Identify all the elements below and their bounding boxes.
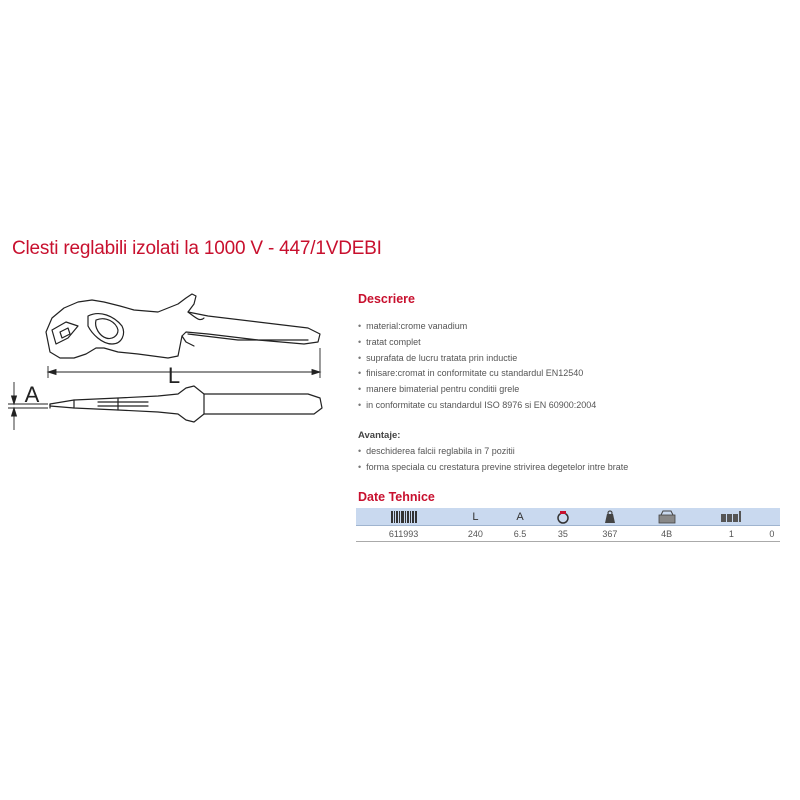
cell-jaw-opening: 35 <box>540 526 585 542</box>
advantage-item: • forma speciala cu crestatura previne strivirea degetelor intre brate <box>358 460 628 476</box>
column-height-label: A <box>516 510 524 523</box>
description-item: • manere bimaterial pentru conditii grele <box>358 382 596 398</box>
cell-height: 6.5 <box>500 526 541 542</box>
column-length <box>451 508 500 526</box>
advantages-heading: Avantaje: <box>358 430 401 441</box>
description-list <box>358 319 596 414</box>
description-item: • material:crome vanadium <box>358 319 596 335</box>
cell-package: 4B <box>634 526 699 542</box>
technical-header-row <box>356 508 780 526</box>
advantages-list <box>358 444 628 476</box>
cell-weight: 367 <box>586 526 635 542</box>
cell-extra: 0 <box>764 526 780 542</box>
product-title: Clesti reglabili izolati la 1000 V - 447/1VDEBI <box>12 238 382 259</box>
description-item: • finisare:cromat in conformitate cu standardul EN12540 <box>358 366 596 382</box>
column-package <box>634 508 699 526</box>
technical-data-heading: Date Tehnice <box>358 490 435 504</box>
weight-icon <box>603 510 617 524</box>
advantage-item: • deschiderea falcii reglabila in 7 pozitii <box>358 444 628 460</box>
column-height <box>500 508 541 526</box>
quantity-icon <box>721 511 741 523</box>
column-extra <box>764 508 780 526</box>
description-item: • suprafata de lucru tratata prin inductie <box>358 351 596 367</box>
cell-quantity: 1 <box>699 526 764 542</box>
jaw-opening-icon <box>556 510 570 524</box>
column-weight <box>586 508 635 526</box>
dimension-height-label: A <box>24 382 40 407</box>
column-length-label: L <box>472 510 479 523</box>
technical-data-table <box>356 508 780 542</box>
column-barcode <box>356 508 451 526</box>
description-item: • tratat complet <box>358 335 596 351</box>
cell-length: 240 <box>451 526 500 542</box>
description-item: • in conformitate cu standardul ISO 8976 si EN 60900:2004 <box>358 398 596 414</box>
description-heading: Descriere <box>358 292 415 306</box>
cell-code: 611993 <box>356 526 451 542</box>
package-icon <box>657 510 677 524</box>
barcode-icon <box>391 511 417 523</box>
dimension-length-label: L <box>167 363 181 388</box>
pliers-technical-drawing <box>8 282 326 442</box>
table-row <box>356 526 780 542</box>
column-jaw-opening <box>540 508 585 526</box>
column-quantity <box>699 508 764 526</box>
